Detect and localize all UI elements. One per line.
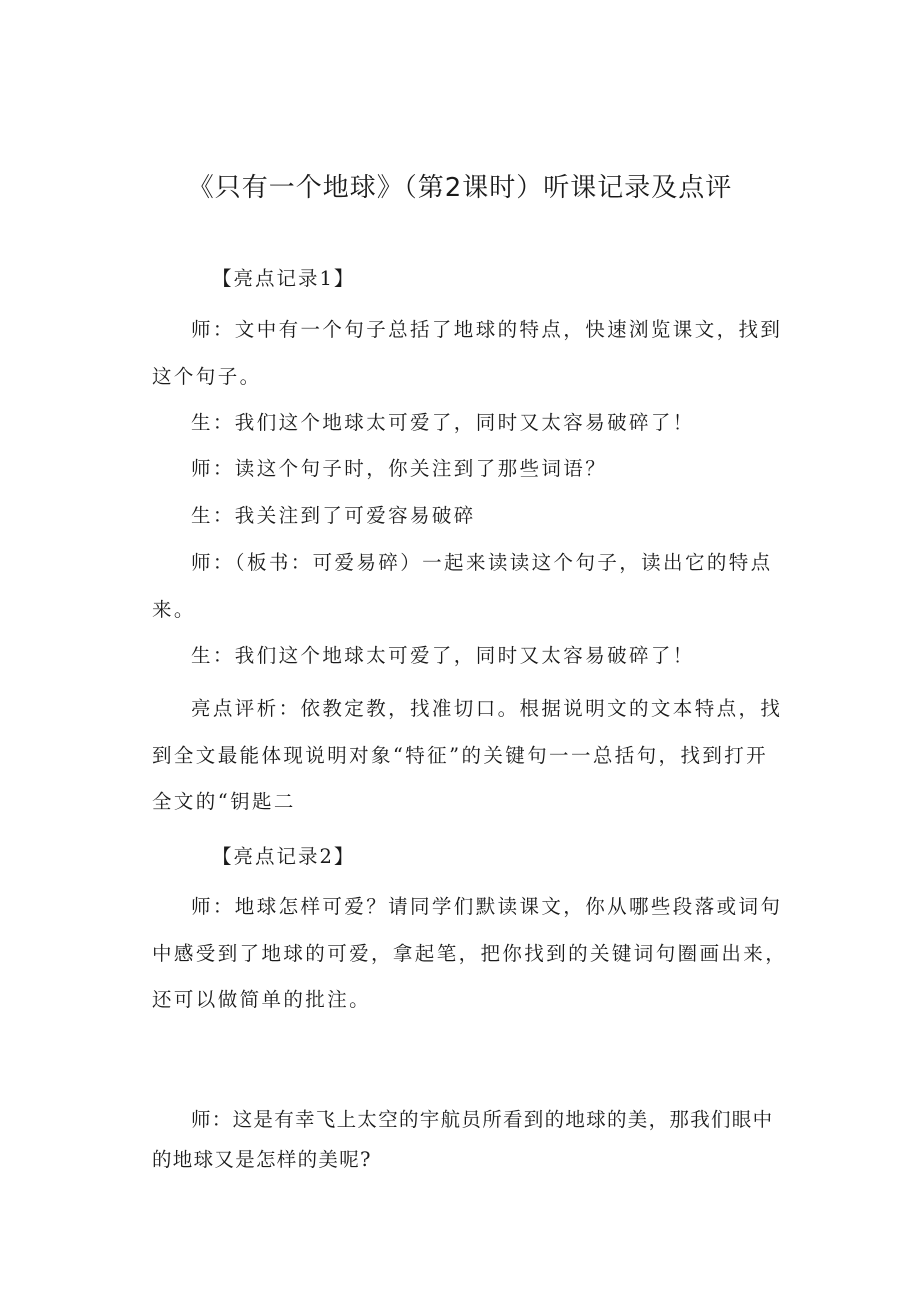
section-heading-1: 【亮点记录1】 [212,267,356,290]
paragraph: 生：我关注到了可爱容易破碎 [191,504,476,527]
document-title: 《只有一个地球》（第2课时）听课记录及点评 [187,173,733,203]
paragraph: 师：（板书：可爱易碎）一起来读读这个句子，读出它的特点来。 [152,551,773,621]
paragraph: 亮点评析：依教定教，找准切口。根据说明文的文本特点，找到全文最能体现说明对象“特征”的关键句一一总括句，找到打开全文的“钥匙二 [152,697,783,813]
paragraph: 师：地球怎样可爱？请同学们默读课文，你从哪些段落或词句中感受到了地球的可爱，拿起笔，把你找到的关键词句圈画出来，还可以做简单的批注。 [152,895,788,1011]
paragraph: 生：我们这个地球太可爱了，同时又太容易破碎了！ [191,644,695,667]
paragraph: 师：读这个句子时，你关注到了那些词语？ [191,457,608,480]
section-heading-2: 【亮点记录2】 [212,845,356,868]
paragraph: 生：我们这个地球太可爱了，同时又太容易破碎了！ [191,411,695,434]
paragraph: 师：这是有幸飞上太空的宇航员所看到的地球的美，那我们眼中的地球又是怎样的美呢? [152,1108,774,1171]
paragraph: 师：文中有一个句子总括了地球的特点，快速浏览课文，找到这个句子。 [152,318,783,388]
